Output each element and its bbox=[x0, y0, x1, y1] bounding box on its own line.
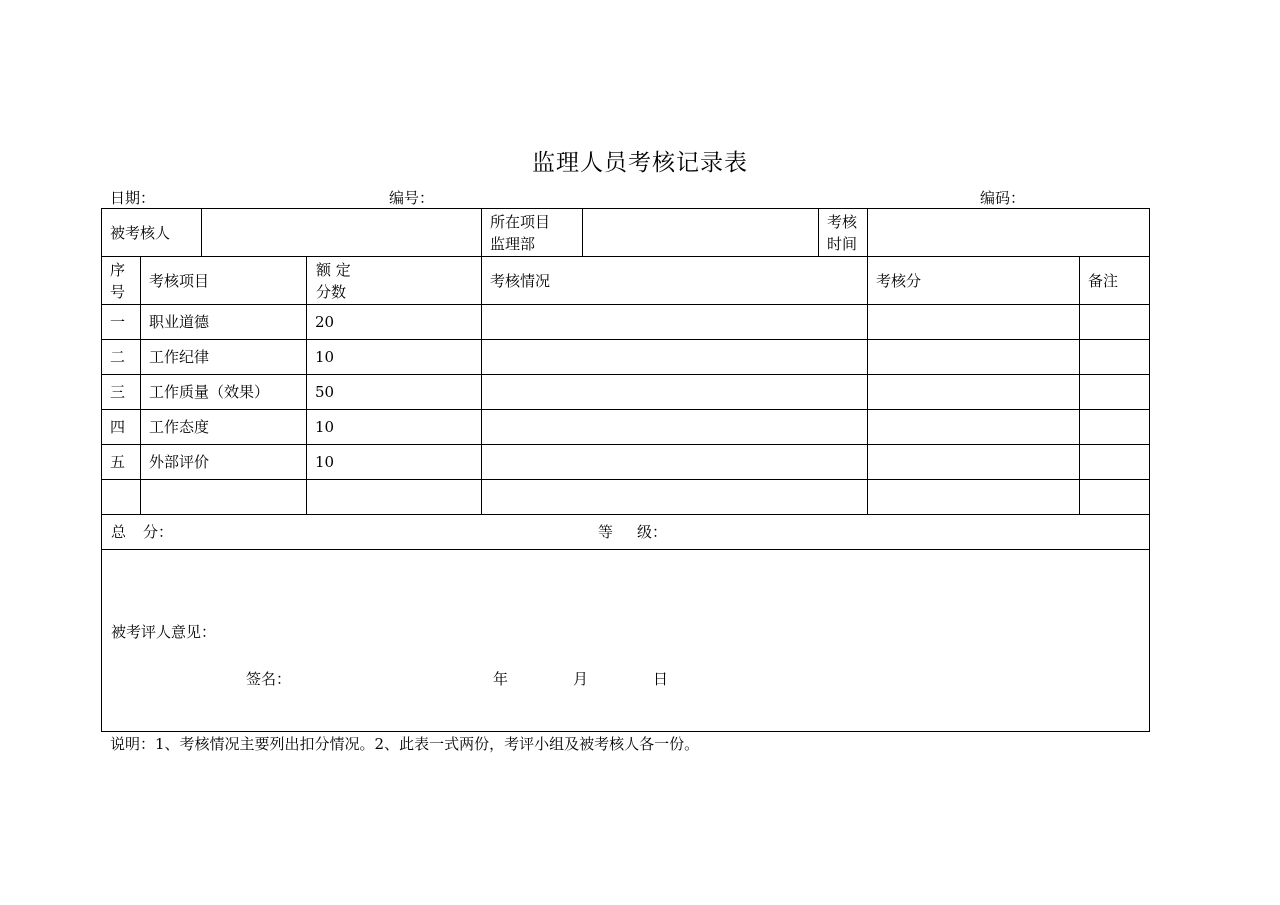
row-situation-field[interactable] bbox=[482, 375, 868, 410]
row-score-field[interactable] bbox=[868, 375, 1080, 410]
row-situation-field[interactable] bbox=[482, 410, 868, 445]
time-label: 考核 时间 bbox=[819, 209, 868, 257]
table-row bbox=[102, 340, 1150, 375]
row-situation-field[interactable] bbox=[482, 480, 868, 515]
row-seq: 一 bbox=[102, 305, 141, 340]
row-score-field[interactable] bbox=[868, 340, 1080, 375]
assessee-field[interactable] bbox=[202, 209, 482, 257]
col-situation: 考核情况 bbox=[482, 257, 868, 305]
row-seq: 四 bbox=[102, 410, 141, 445]
row-remark-field[interactable] bbox=[1080, 480, 1150, 515]
row-remark-field[interactable] bbox=[1080, 445, 1150, 480]
month-label: 月 bbox=[573, 670, 589, 688]
row-quota bbox=[307, 480, 482, 515]
total-label-a: 总 bbox=[111, 523, 127, 541]
totals-cell bbox=[102, 515, 1150, 550]
row-item: 工作质量（效果） bbox=[141, 375, 307, 410]
col-quota: 额 定 分数 bbox=[307, 257, 482, 305]
total-label-b: 分： bbox=[143, 523, 174, 541]
sign-label: 签名： bbox=[246, 670, 292, 688]
assessment-table bbox=[101, 208, 1150, 732]
row-quota: 50 bbox=[307, 375, 482, 410]
row-item: 职业道德 bbox=[141, 305, 307, 340]
col-remark: 备注 bbox=[1080, 257, 1150, 305]
row-seq: 三 bbox=[102, 375, 141, 410]
row-score-field[interactable] bbox=[868, 445, 1080, 480]
col-seq: 序 号 bbox=[102, 257, 141, 305]
form-title: 监理人员考核记录表 bbox=[532, 150, 748, 176]
table-row bbox=[102, 445, 1150, 480]
assessee-label: 被考核人 bbox=[102, 209, 202, 257]
opinion-cell bbox=[102, 550, 1150, 732]
row-remark-field[interactable] bbox=[1080, 305, 1150, 340]
row-remark-field[interactable] bbox=[1080, 410, 1150, 445]
col-item: 考核项目 bbox=[141, 257, 307, 305]
row-score-field[interactable] bbox=[868, 480, 1080, 515]
project-label: 所在项目 监理部 bbox=[482, 209, 583, 257]
opinion-row bbox=[102, 550, 1150, 732]
footnote: 说明：1、考核情况主要列出扣分情况。2、此表一式两份，考评小组及被考核人各一份。 bbox=[110, 735, 700, 753]
row-item bbox=[141, 480, 307, 515]
row-seq: 五 bbox=[102, 445, 141, 480]
table-row-empty bbox=[102, 480, 1150, 515]
day-label: 日 bbox=[653, 670, 669, 688]
grade-label-b: 级： bbox=[637, 523, 668, 541]
opinion-area[interactable] bbox=[102, 550, 1149, 731]
project-field[interactable] bbox=[583, 209, 819, 257]
col-score: 考核分 bbox=[868, 257, 1080, 305]
code-label: 编码： bbox=[980, 189, 1026, 207]
row-item: 工作态度 bbox=[141, 410, 307, 445]
column-header-row bbox=[102, 257, 1150, 305]
row-situation-field[interactable] bbox=[482, 445, 868, 480]
row-seq: 二 bbox=[102, 340, 141, 375]
row-quota: 10 bbox=[307, 340, 482, 375]
row-remark-field[interactable] bbox=[1080, 375, 1150, 410]
header-row bbox=[102, 209, 1150, 257]
row-score-field[interactable] bbox=[868, 410, 1080, 445]
totals-row bbox=[102, 515, 1150, 550]
row-situation-field[interactable] bbox=[482, 305, 868, 340]
number-label: 编号： bbox=[389, 189, 435, 207]
row-quota: 20 bbox=[307, 305, 482, 340]
table-row bbox=[102, 410, 1150, 445]
row-seq bbox=[102, 480, 141, 515]
row-score-field[interactable] bbox=[868, 305, 1080, 340]
table-row bbox=[102, 375, 1150, 410]
row-quota: 10 bbox=[307, 410, 482, 445]
date-label: 日期： bbox=[110, 189, 156, 207]
row-item: 工作纪律 bbox=[141, 340, 307, 375]
row-remark-field[interactable] bbox=[1080, 340, 1150, 375]
year-label: 年 bbox=[493, 670, 509, 688]
time-field[interactable] bbox=[868, 209, 1150, 257]
opinion-label: 被考评人意见： bbox=[111, 623, 217, 641]
grade-label-a: 等 bbox=[598, 523, 614, 541]
row-item: 外部评价 bbox=[141, 445, 307, 480]
row-situation-field[interactable] bbox=[482, 340, 868, 375]
table-row bbox=[102, 305, 1150, 340]
row-quota: 10 bbox=[307, 445, 482, 480]
